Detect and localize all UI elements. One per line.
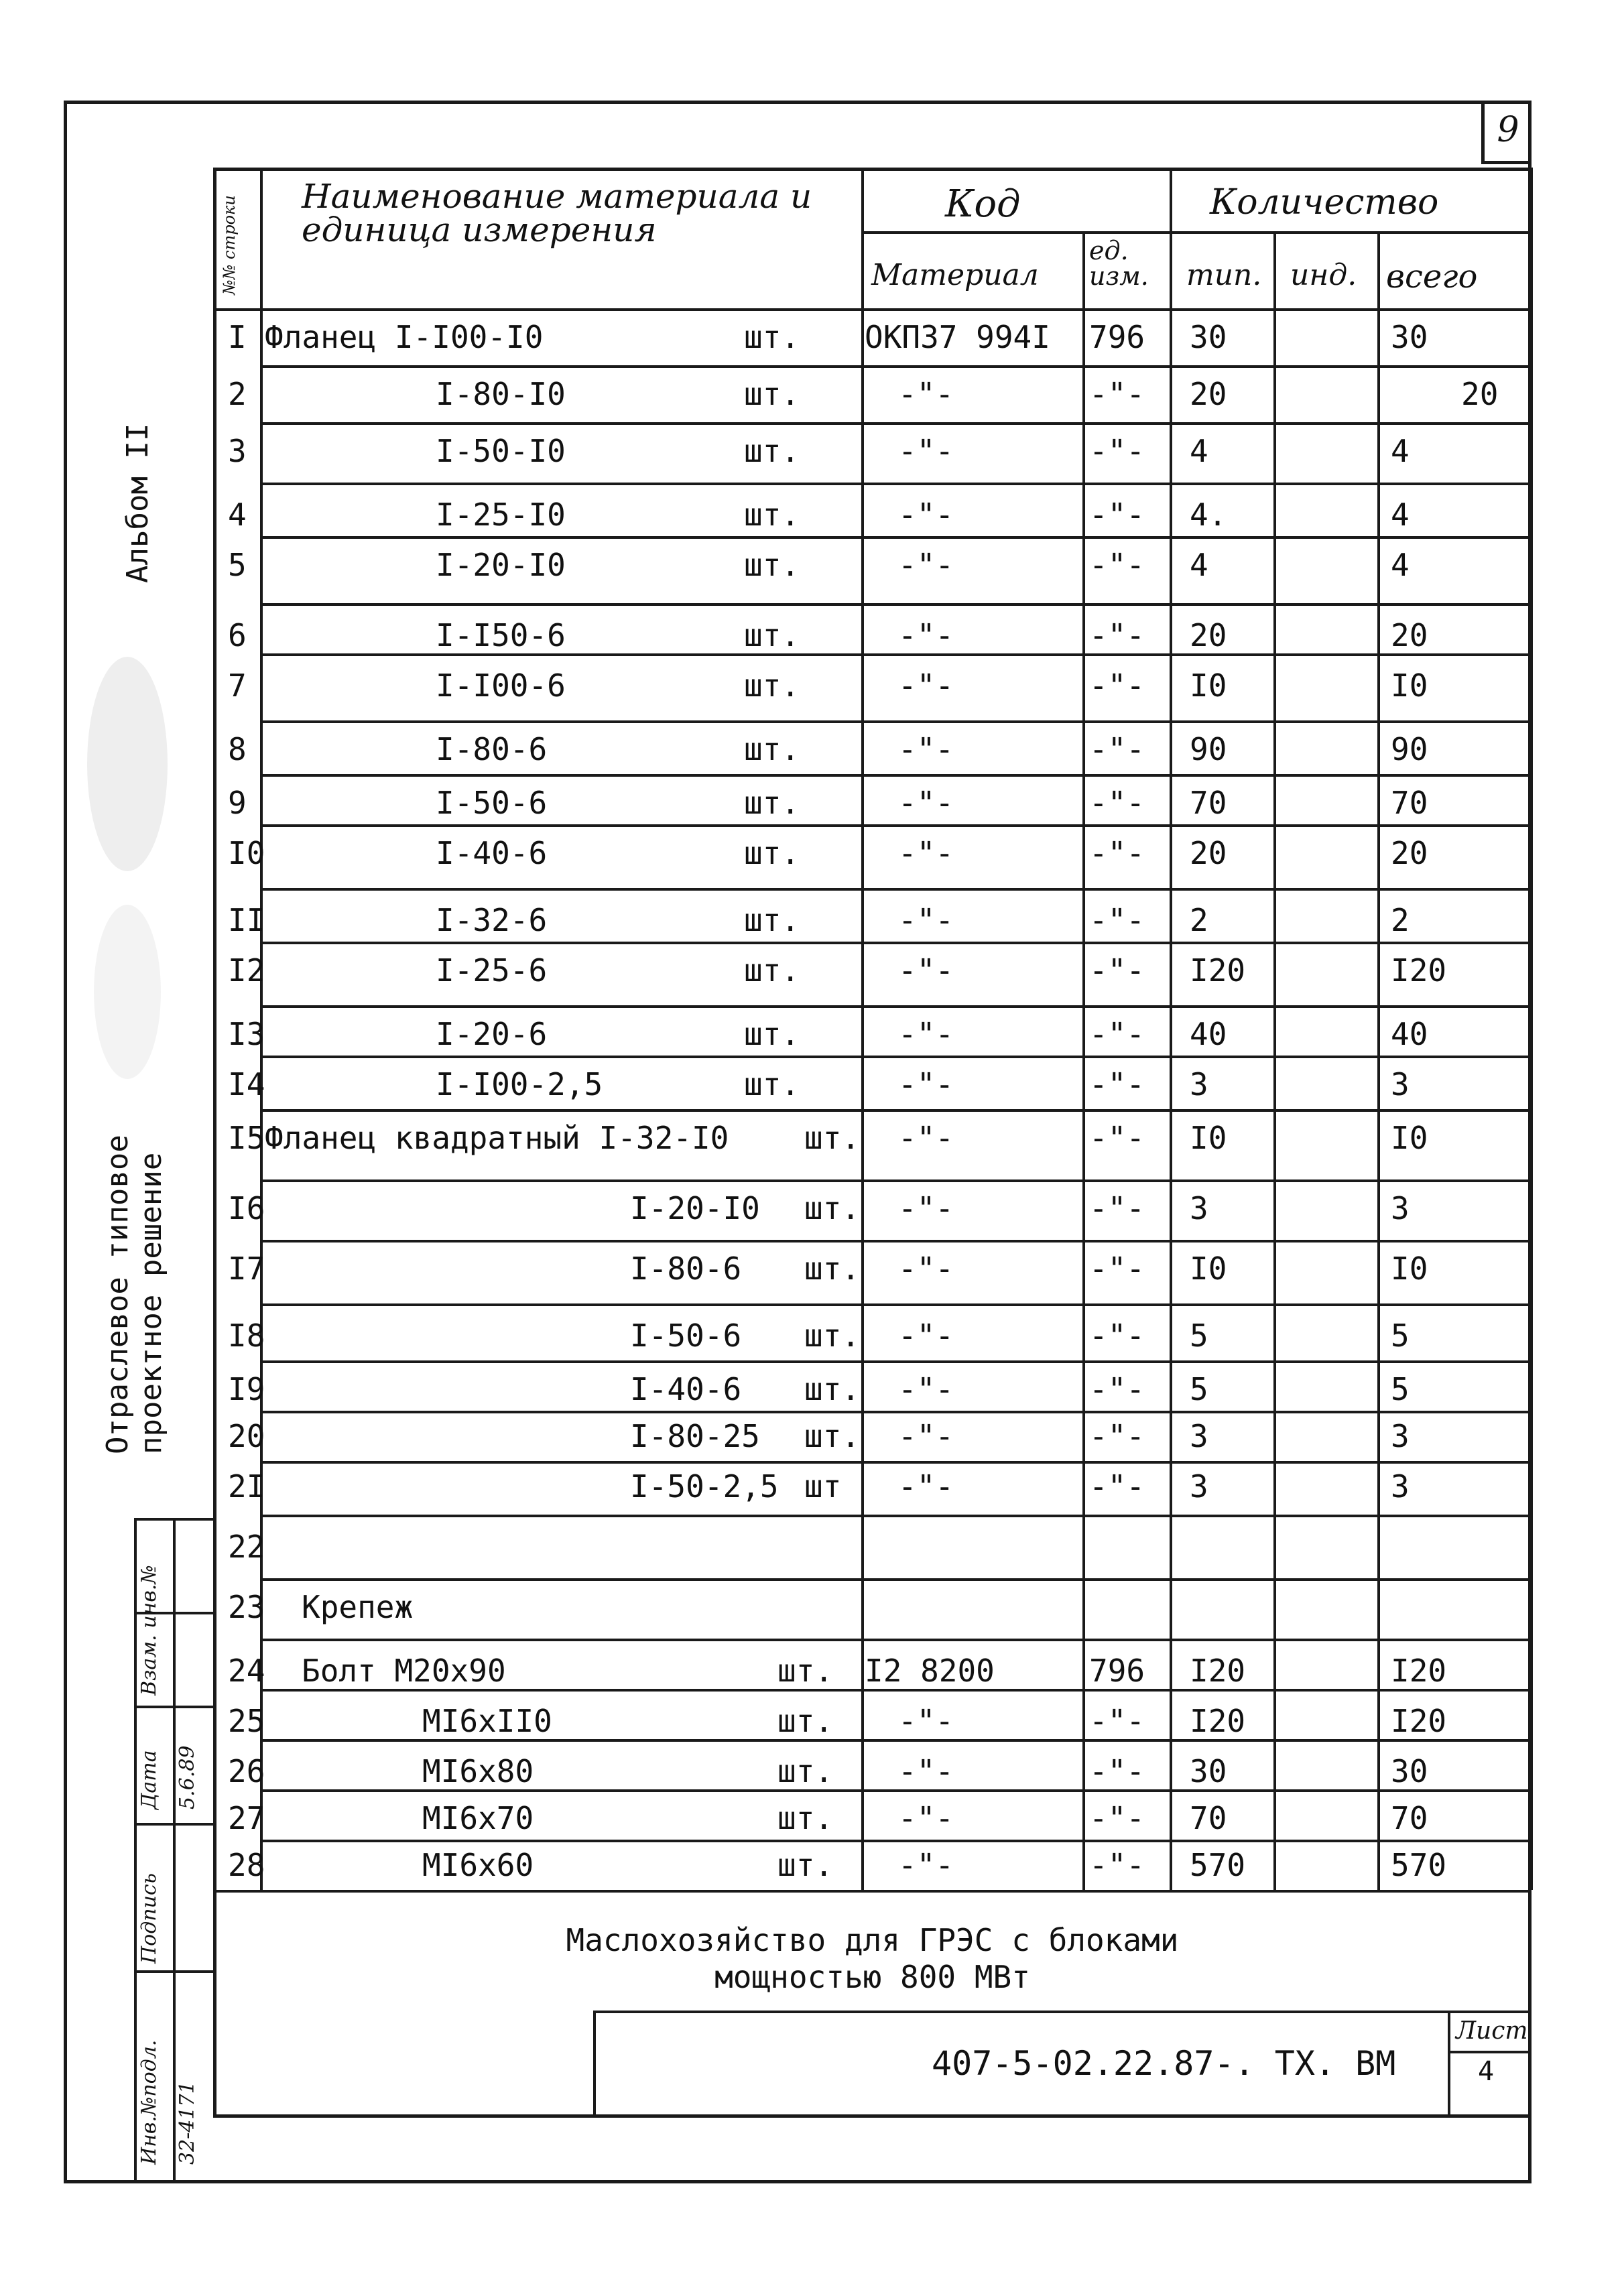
unit-label: шт. xyxy=(777,1653,834,1689)
stamp-top-line xyxy=(213,1890,1532,1893)
material-code: -"- xyxy=(898,433,954,469)
row-number: 20 xyxy=(228,1418,265,1454)
material-code: -"- xyxy=(898,497,954,533)
item-name: MI6xII0 xyxy=(422,1703,552,1739)
unit-label: шт. xyxy=(744,376,800,412)
row-separator xyxy=(260,1056,1532,1058)
quantity-total: 20 xyxy=(1461,376,1499,412)
row-separator xyxy=(260,653,1532,656)
stamp-mid-line xyxy=(593,2011,1532,2013)
item-name: Крепеж xyxy=(302,1589,414,1625)
row-number: 28 xyxy=(228,1847,265,1883)
unit-code: -"- xyxy=(1089,902,1145,938)
material-code: -"- xyxy=(898,1251,954,1287)
item-name: I-50-6 xyxy=(630,1318,742,1354)
material-code: -"- xyxy=(898,1318,954,1354)
quantity-typ: 5 xyxy=(1190,1318,1208,1354)
item-name: I-20-6 xyxy=(436,1016,548,1052)
quantity-typ: 90 xyxy=(1190,731,1227,767)
stamp-divider xyxy=(134,1518,214,1521)
quantity-total: 4 xyxy=(1391,547,1410,583)
quantity-total: I0 xyxy=(1391,667,1428,704)
unit-code: -"- xyxy=(1089,1703,1145,1739)
unit-code: -"- xyxy=(1089,667,1145,704)
quantity-typ: I20 xyxy=(1190,1653,1246,1689)
material-code: -"- xyxy=(898,1753,954,1789)
item-name: I-80-I0 xyxy=(436,376,566,412)
quantity-total: 30 xyxy=(1391,319,1428,355)
material-code: -"- xyxy=(898,1016,954,1052)
stamp-label-date: Дата xyxy=(137,1750,161,1809)
quantity-total: I0 xyxy=(1391,1120,1428,1156)
side-label-line1: Отраслевое типовое xyxy=(101,1135,135,1454)
row-separator xyxy=(260,824,1532,827)
unit-label: шт. xyxy=(744,547,800,583)
row-separator xyxy=(260,1005,1532,1008)
unit-code: -"- xyxy=(1089,1066,1145,1102)
quantity-typ: 5 xyxy=(1190,1371,1208,1407)
unit-label: шт. xyxy=(777,1800,834,1836)
unit-label: шт. xyxy=(777,1703,834,1739)
quantity-typ: 20 xyxy=(1190,376,1227,412)
header-rownum: №№ строки xyxy=(220,195,239,295)
quantity-total: 2 xyxy=(1391,902,1410,938)
quantity-total: 20 xyxy=(1391,835,1428,871)
quantity-typ: 4. xyxy=(1190,497,1227,533)
item-name: I-80-6 xyxy=(630,1251,742,1287)
item-name: Фланец I-I00-I0 xyxy=(265,319,544,355)
row-separator xyxy=(260,1789,1532,1792)
document-code: 407-5-02.22.87-. ТХ. ВМ xyxy=(932,2044,1396,2083)
quantity-typ: 20 xyxy=(1190,835,1227,871)
quantity-total: 20 xyxy=(1391,617,1428,653)
row-number: II xyxy=(228,902,265,938)
header-code: Код xyxy=(945,182,1021,226)
row-number: 2I xyxy=(228,1468,265,1505)
quantity-typ: 4 xyxy=(1190,433,1208,469)
unit-label: шт. xyxy=(744,433,800,469)
unit-label: шт. xyxy=(804,1418,861,1454)
col-line-ed xyxy=(1170,168,1172,1890)
item-name: MI6x60 xyxy=(422,1847,534,1883)
row-number: 3 xyxy=(228,433,247,469)
material-code: -"- xyxy=(898,731,954,767)
unit-code: -"- xyxy=(1089,1847,1145,1883)
material-code: -"- xyxy=(898,1418,954,1454)
quantity-total: I20 xyxy=(1391,1653,1447,1689)
quantity-total: 40 xyxy=(1391,1016,1428,1052)
header-typ: тип. xyxy=(1186,258,1262,292)
item-name: Болт M20x90 xyxy=(302,1653,506,1689)
quantity-total: 70 xyxy=(1391,1800,1428,1836)
quantity-typ: I0 xyxy=(1190,1120,1227,1156)
unit-code: -"- xyxy=(1089,433,1145,469)
quantity-total: I0 xyxy=(1391,1251,1428,1287)
col-line-name xyxy=(861,168,864,1890)
unit-code: -"- xyxy=(1089,617,1145,653)
quantity-total: 5 xyxy=(1391,1318,1410,1354)
header-bottom xyxy=(213,308,1532,311)
unit-code: -"- xyxy=(1089,1371,1145,1407)
unit-code: -"- xyxy=(1089,1016,1145,1052)
quantity-total: 4 xyxy=(1391,497,1410,533)
row-number: 26 xyxy=(228,1753,265,1789)
unit-code: -"- xyxy=(1089,835,1145,871)
material-code: -"- xyxy=(898,952,954,988)
row-number: I3 xyxy=(228,1016,265,1052)
unit-code: -"- xyxy=(1089,1418,1145,1454)
stamp-divider xyxy=(134,1518,137,2183)
row-number: 22 xyxy=(228,1529,265,1565)
item-name: I-50-I0 xyxy=(436,433,566,469)
row-number: I6 xyxy=(228,1190,265,1226)
row-number: 7 xyxy=(228,667,247,704)
unit-code: 796 xyxy=(1089,319,1145,355)
quantity-typ: 3 xyxy=(1190,1190,1208,1226)
unit-label: шт. xyxy=(744,617,800,653)
item-name: Фланец квадратный I-32-I0 xyxy=(265,1120,729,1156)
quantity-typ: 30 xyxy=(1190,1753,1227,1789)
unit-label: шт. xyxy=(744,497,800,533)
item-name: I-80-25 xyxy=(630,1418,760,1454)
unit-code: 796 xyxy=(1089,1653,1145,1689)
stamp-divider xyxy=(134,1823,214,1826)
stamp-divider xyxy=(134,1970,214,1973)
unit-label: шт. xyxy=(744,902,800,938)
row-separator xyxy=(260,422,1532,425)
row-number: 24 xyxy=(228,1653,265,1689)
quantity-typ: 3 xyxy=(1190,1468,1208,1505)
item-name: I-50-2,5 xyxy=(630,1468,779,1505)
material-code: -"- xyxy=(898,1703,954,1739)
quantity-total: 3 xyxy=(1391,1190,1410,1226)
row-number: I9 xyxy=(228,1371,265,1407)
unit-label: шт. xyxy=(744,319,800,355)
row-separator xyxy=(260,483,1532,485)
header-ind: инд. xyxy=(1290,258,1357,292)
unit-label: шт. xyxy=(744,835,800,871)
row-separator xyxy=(260,1179,1532,1182)
row-number: I8 xyxy=(228,1318,265,1354)
row-separator xyxy=(260,1840,1532,1842)
quantity-total: 570 xyxy=(1391,1847,1447,1883)
item-name: I-80-6 xyxy=(436,731,548,767)
unit-code: -"- xyxy=(1089,952,1145,988)
item-name: I-25-6 xyxy=(436,952,548,988)
row-separator xyxy=(260,1360,1532,1363)
quantity-typ: 20 xyxy=(1190,617,1227,653)
quantity-typ: 2 xyxy=(1190,902,1208,938)
stamp-value-inv: 32-4171 xyxy=(176,2081,199,2165)
row-separator xyxy=(260,603,1532,606)
quantity-typ: 570 xyxy=(1190,1847,1246,1883)
item-name: I-I00-6 xyxy=(436,667,566,704)
row-number: 9 xyxy=(228,785,247,821)
quantity-typ: 3 xyxy=(1190,1418,1208,1454)
col-line-right xyxy=(1530,168,1533,1890)
scan-noise xyxy=(94,905,161,1079)
unit-code: -"- xyxy=(1089,1318,1145,1354)
unit-label: шт. xyxy=(744,667,800,704)
row-number: 4 xyxy=(228,497,247,533)
quantity-total: 4 xyxy=(1391,433,1410,469)
row-number: I4 xyxy=(228,1066,265,1102)
unit-label: шт. xyxy=(804,1190,861,1226)
material-code: -"- xyxy=(898,1190,954,1226)
header-subline xyxy=(861,231,1532,234)
stamp-label-replace: Взам. инв.№ xyxy=(137,1565,161,1696)
quantity-typ: 70 xyxy=(1190,1800,1227,1836)
quantity-total: I20 xyxy=(1391,952,1447,988)
side-label-line2: проектное решение xyxy=(134,1152,168,1454)
row-number: 23 xyxy=(228,1589,265,1625)
stamp-title-line1: Маслохозяйство для ГРЭС с блоками xyxy=(566,1922,1179,1958)
unit-label: шт. xyxy=(744,1066,800,1102)
row-number: I xyxy=(228,319,247,355)
unit-code: -"- xyxy=(1089,1800,1145,1836)
item-name: I-I50-6 xyxy=(436,617,566,653)
unit-label: шт. xyxy=(777,1847,834,1883)
row-separator xyxy=(260,1689,1532,1692)
material-code: -"- xyxy=(898,1800,954,1836)
quantity-typ: 30 xyxy=(1190,319,1227,355)
item-name: I-25-I0 xyxy=(436,497,566,533)
header-name: Наименование материала и единица измерения xyxy=(302,177,812,249)
row-separator xyxy=(260,1578,1532,1581)
unit-code: -"- xyxy=(1089,1120,1145,1156)
stamp-label-sign: Подпись xyxy=(137,1872,161,1964)
quantity-typ: I20 xyxy=(1190,1703,1246,1739)
album-label: Альбом II xyxy=(121,423,155,583)
row-separator xyxy=(260,1639,1532,1641)
unit-code: -"- xyxy=(1089,1753,1145,1789)
row-separator xyxy=(260,1240,1532,1242)
material-code: -"- xyxy=(898,1120,954,1156)
item-name: I-50-6 xyxy=(436,785,548,821)
row-separator xyxy=(260,1515,1532,1517)
stamp-title-line2: мощностью 800 МВт xyxy=(714,1959,1030,1995)
material-code: I2 8200 xyxy=(865,1653,995,1689)
quantity-total: 90 xyxy=(1391,731,1428,767)
header-quantity: Количество xyxy=(1210,182,1439,222)
sheet-number: 4 xyxy=(1478,2056,1495,2087)
unit-code: -"- xyxy=(1089,376,1145,412)
row-separator xyxy=(260,720,1532,723)
row-separator xyxy=(260,1303,1532,1306)
quantity-typ: I20 xyxy=(1190,952,1246,988)
quantity-typ: 3 xyxy=(1190,1066,1208,1102)
unit-label: шт. xyxy=(804,1318,861,1354)
item-name: MI6x80 xyxy=(422,1753,534,1789)
unit-code: -"- xyxy=(1089,785,1145,821)
quantity-typ: I0 xyxy=(1190,1251,1227,1287)
quantity-total: 5 xyxy=(1391,1371,1410,1407)
unit-label: шт. xyxy=(744,1016,800,1052)
unit-label: шт. xyxy=(744,731,800,767)
row-number: I2 xyxy=(228,952,265,988)
material-code: -"- xyxy=(898,547,954,583)
item-name: I-32-6 xyxy=(436,902,548,938)
stamp-label-inv: Инв.№подл. xyxy=(137,2039,161,2165)
row-separator xyxy=(260,1739,1532,1742)
row-number: 5 xyxy=(228,547,247,583)
material-code: -"- xyxy=(898,1468,954,1505)
quantity-total: I20 xyxy=(1391,1703,1447,1739)
item-name: I-20-I0 xyxy=(436,547,566,583)
header-material: Материал xyxy=(871,258,1039,292)
unit-label: шт. xyxy=(804,1120,861,1156)
unit-label: шт. xyxy=(744,785,800,821)
unit-code: -"- xyxy=(1089,1190,1145,1226)
stamp-value-date: 5.6.89 xyxy=(176,1745,199,1809)
material-code: -"- xyxy=(898,1371,954,1407)
quantity-total: 3 xyxy=(1391,1066,1410,1102)
row-separator xyxy=(260,536,1532,539)
page-number: 9 xyxy=(1481,101,1532,164)
header-total: всего xyxy=(1386,258,1478,296)
row-number: I7 xyxy=(228,1251,265,1287)
item-name: I-I00-2,5 xyxy=(436,1066,603,1102)
unit-code: -"- xyxy=(1089,497,1145,533)
unit-code: -"- xyxy=(1089,1251,1145,1287)
item-name: I-40-6 xyxy=(630,1371,742,1407)
row-separator xyxy=(260,365,1532,368)
unit-code: -"- xyxy=(1089,547,1145,583)
item-name: MI6x70 xyxy=(422,1800,534,1836)
material-code: -"- xyxy=(898,1066,954,1102)
quantity-total: 70 xyxy=(1391,785,1428,821)
unit-label: шт xyxy=(804,1468,842,1505)
row-number: I0 xyxy=(228,835,265,871)
material-code: -"- xyxy=(898,785,954,821)
material-code: -"- xyxy=(898,617,954,653)
unit-code: -"- xyxy=(1089,1468,1145,1505)
quantity-total: 3 xyxy=(1391,1418,1410,1454)
row-number: 27 xyxy=(228,1800,265,1836)
unit-label: шт. xyxy=(804,1251,861,1287)
material-code: -"- xyxy=(898,376,954,412)
item-name: I-20-I0 xyxy=(630,1190,760,1226)
header-unit-code: ед. изм. xyxy=(1089,236,1149,291)
stamp-sheet-sub-line xyxy=(1448,2051,1532,2053)
material-code: -"- xyxy=(898,1847,954,1883)
row-separator xyxy=(260,1461,1532,1464)
unit-label: шт. xyxy=(804,1371,861,1407)
stamp-divider xyxy=(134,1706,214,1708)
quantity-typ: 4 xyxy=(1190,547,1208,583)
row-number: I5 xyxy=(228,1120,265,1156)
row-separator xyxy=(260,942,1532,944)
material-code: -"- xyxy=(898,835,954,871)
material-code: ОКП37 994I xyxy=(865,319,1050,355)
row-number: 2 xyxy=(228,376,247,412)
material-code: -"- xyxy=(898,667,954,704)
stamp-sheet-line xyxy=(1448,2011,1450,2118)
stamp-left-line xyxy=(593,2011,596,2118)
row-number: 8 xyxy=(228,731,247,767)
row-number: 25 xyxy=(228,1703,265,1739)
material-code: -"- xyxy=(898,902,954,938)
row-separator xyxy=(260,888,1532,891)
row-separator xyxy=(260,1109,1532,1112)
sheet-label: Лист xyxy=(1456,2017,1528,2045)
quantity-total: 30 xyxy=(1391,1753,1428,1789)
scan-noise xyxy=(87,657,168,871)
quantity-typ: I0 xyxy=(1190,667,1227,704)
row-separator xyxy=(260,1411,1532,1413)
unit-label: шт. xyxy=(777,1753,834,1789)
row-number: 6 xyxy=(228,617,247,653)
quantity-total: 3 xyxy=(1391,1468,1410,1505)
item-name: I-40-6 xyxy=(436,835,548,871)
unit-label: шт. xyxy=(744,952,800,988)
row-separator xyxy=(260,774,1532,777)
quantity-typ: 70 xyxy=(1190,785,1227,821)
quantity-typ: 40 xyxy=(1190,1016,1227,1052)
unit-code: -"- xyxy=(1089,731,1145,767)
